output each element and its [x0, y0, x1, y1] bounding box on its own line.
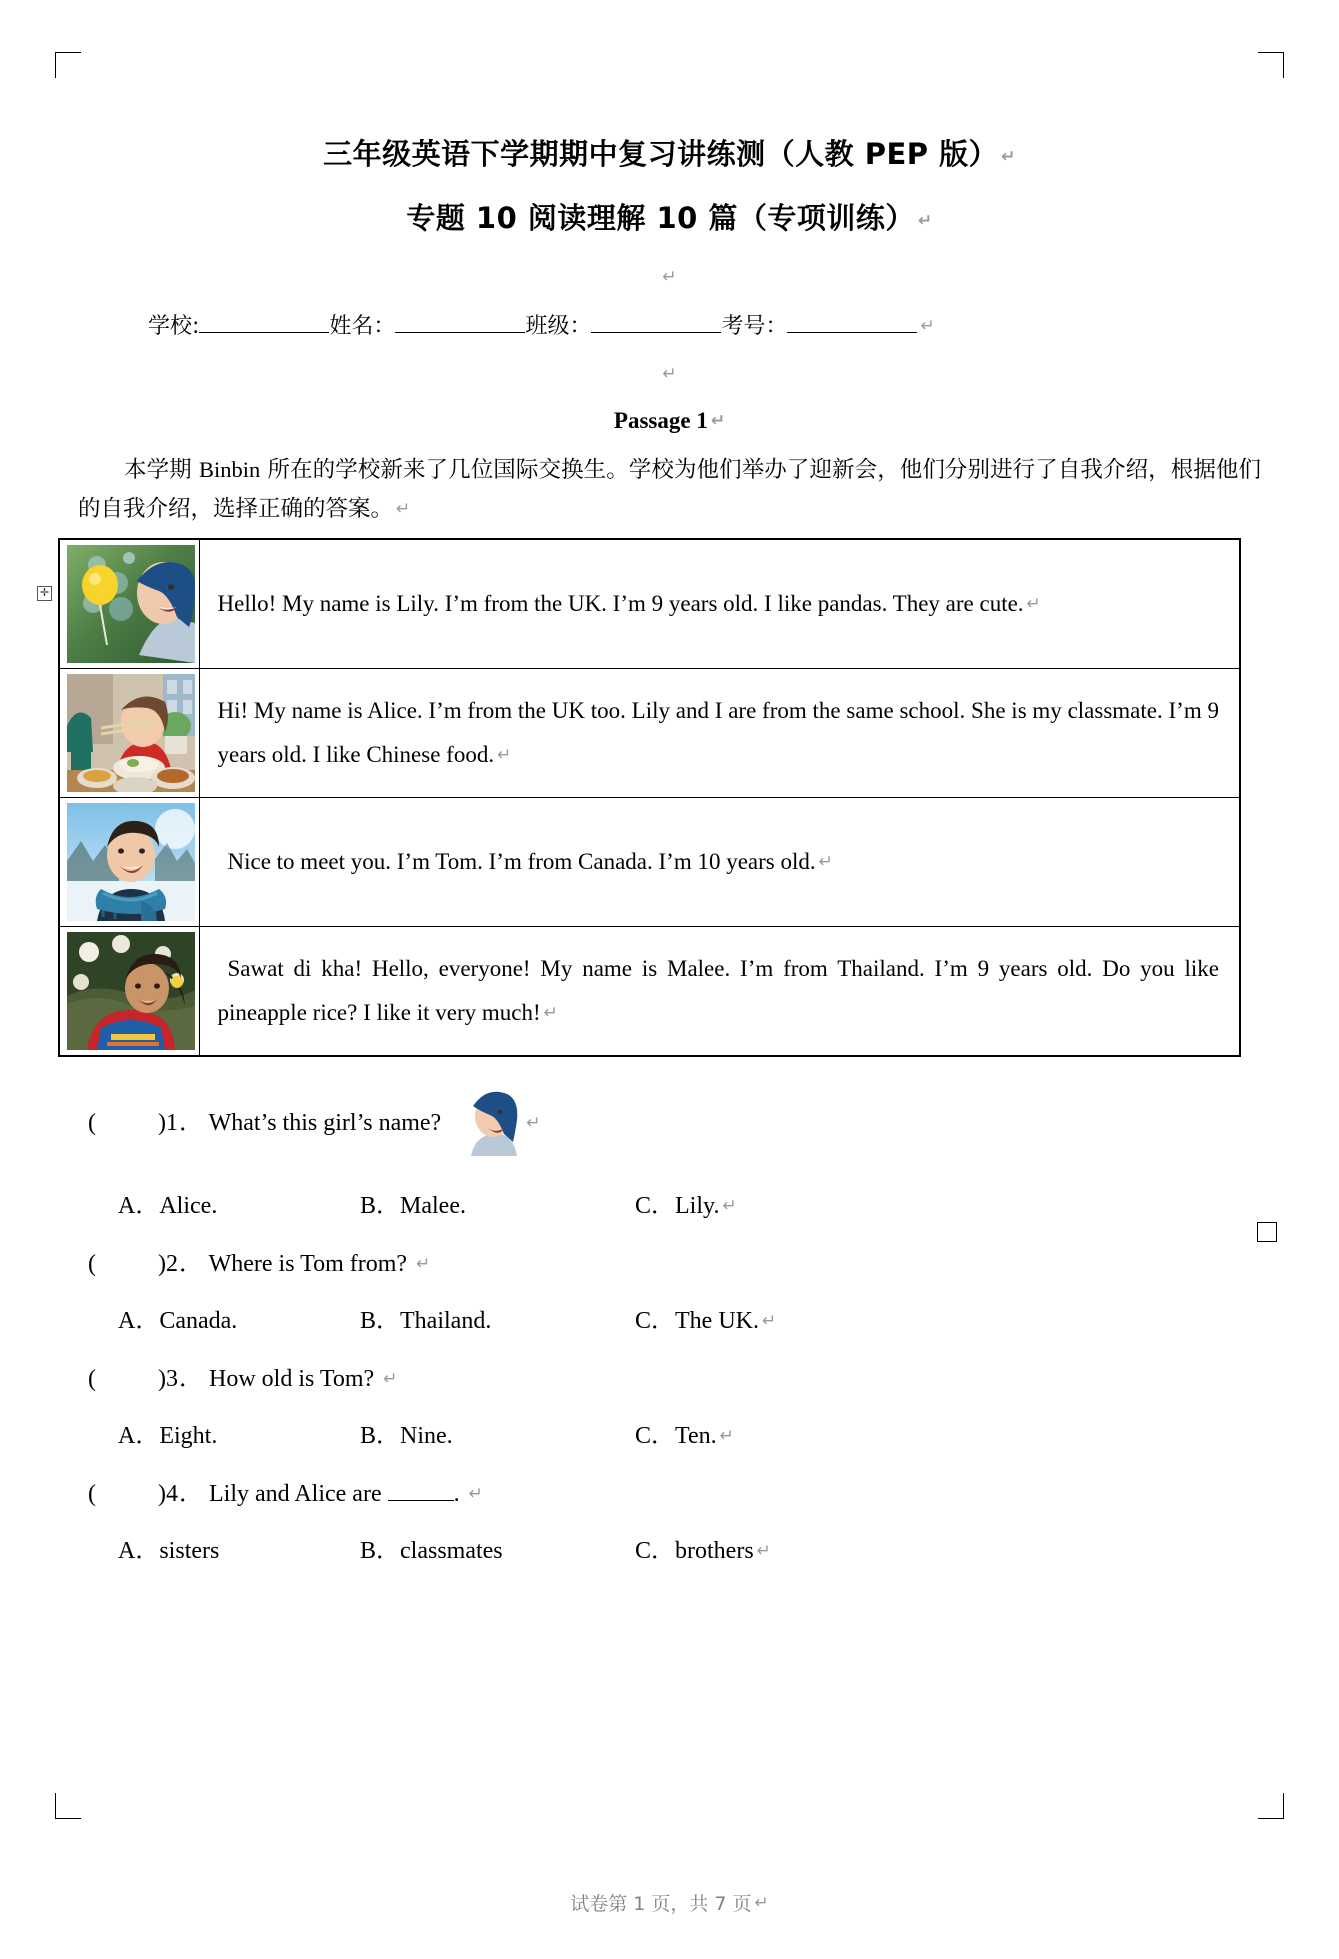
question-4-options — [78, 1530, 1261, 1565]
option-text: Lily. — [675, 1193, 720, 1220]
pilcrow-icon: ↵ — [719, 1426, 734, 1447]
introductions-table — [58, 538, 1241, 1057]
pilcrow-icon: ↵ — [722, 1196, 737, 1217]
pilcrow-icon: ↵ — [662, 267, 677, 287]
option-text: Eight. — [159, 1423, 218, 1450]
option-separator: ． — [651, 1423, 676, 1450]
pilcrow-icon: ↵ — [396, 498, 411, 519]
pilcrow-icon: ↵ — [754, 1893, 769, 1913]
option-text: classmates — [400, 1538, 503, 1565]
option-letter: A — [118, 1308, 136, 1335]
option-letter: C — [635, 1308, 652, 1335]
answer-bracket-close[interactable]: ) — [158, 1481, 166, 1508]
pilcrow-icon: ↵ — [383, 1369, 398, 1390]
question1-girl-thumbnail — [461, 1080, 523, 1163]
option-separator: ． — [376, 1193, 401, 1220]
answer-bracket-open[interactable]: ( — [88, 1366, 96, 1393]
option-text: Thailand. — [400, 1308, 492, 1335]
answer-bracket-close[interactable]: ) — [158, 1366, 166, 1393]
table-move-handle-icon[interactable]: ✛ — [37, 586, 52, 601]
pilcrow-icon: ↵ — [1001, 147, 1016, 167]
option-b[interactable] — [360, 1415, 635, 1450]
question-2-options — [78, 1300, 1261, 1335]
option-a[interactable] — [118, 1185, 360, 1220]
document-title-line2 — [78, 196, 1261, 237]
document-title-line1-text: 三年级英语下学期期中复习讲练测（人教 PEP 版） — [323, 137, 999, 171]
school-label: 学校: — [148, 314, 200, 339]
passage-label — [78, 408, 1261, 434]
question-fill-blank[interactable] — [388, 1481, 454, 1501]
question-1 — [78, 1080, 1261, 1163]
pilcrow-icon: ↵ — [1026, 593, 1041, 614]
exam-no-label: 考号： — [721, 314, 788, 339]
option-separator: ． — [135, 1308, 160, 1335]
pilcrow-icon: ↵ — [468, 1484, 483, 1505]
option-text: sisters — [159, 1538, 220, 1565]
option-a[interactable] — [118, 1530, 360, 1565]
pilcrow-icon: ↵ — [818, 851, 833, 872]
option-letter: A — [118, 1538, 136, 1565]
option-letter: C — [635, 1193, 652, 1220]
option-text: The UK. — [675, 1308, 759, 1335]
option-letter: A — [118, 1423, 136, 1450]
document-title-line2-text: 专题 10 阅读理解 10 篇（专项训练） — [406, 201, 915, 235]
option-c[interactable] — [635, 1185, 719, 1220]
table-row — [59, 539, 1240, 669]
option-separator: ． — [376, 1423, 401, 1450]
question-number: 1 — [166, 1110, 179, 1137]
question-stem-after-blank: . — [453, 1481, 460, 1508]
table-cell-text — [199, 539, 1240, 669]
name-blank-field[interactable] — [395, 314, 525, 333]
question-3 — [78, 1358, 1261, 1393]
question-number-separator: ． — [179, 1366, 203, 1393]
pilcrow-icon: ↵ — [543, 1003, 558, 1024]
answer-bracket-open[interactable]: ( — [88, 1481, 96, 1508]
introduction-text: Hi! My name is Alice. I’m from the UK too. Lily and I are from the same school. She is my classmate. I’m 9 years old. I like Chinese food. — [217, 697, 1219, 768]
question-1-options — [78, 1185, 1261, 1220]
question-number-separator: ． — [179, 1251, 203, 1278]
option-letter: B — [360, 1193, 377, 1220]
answer-bracket-open[interactable]: ( — [88, 1110, 96, 1137]
option-a[interactable] — [118, 1415, 360, 1450]
question-number: 2 — [166, 1251, 179, 1278]
pilcrow-icon: ↵ — [497, 745, 512, 766]
table-cell-text — [199, 798, 1240, 927]
option-separator: ． — [651, 1538, 676, 1565]
option-b[interactable] — [360, 1300, 635, 1335]
table-cell-text — [199, 669, 1240, 798]
question-stem: What’s this girl’s name? — [208, 1110, 442, 1137]
introduction-text: Nice to meet you. I’m Tom. I’m from Canada. I’m 10 years old. — [227, 848, 816, 874]
table-cell-text — [199, 927, 1240, 1057]
option-separator: ． — [135, 1538, 160, 1565]
answer-bracket-open[interactable]: ( — [88, 1251, 96, 1278]
intro-text-part1: 本学期 — [124, 457, 199, 483]
option-letter: A — [118, 1193, 136, 1220]
option-separator: ． — [376, 1308, 401, 1335]
option-separator: ． — [651, 1308, 676, 1335]
option-text: Nine. — [400, 1423, 453, 1450]
exam-no-blank-field[interactable] — [787, 314, 917, 333]
table-cell-photo — [59, 927, 199, 1057]
option-text: Ten. — [675, 1423, 717, 1450]
intro-student-name: Binbin — [198, 457, 261, 482]
option-text: brothers — [675, 1538, 754, 1565]
thai-girl-in-traditional-dress-photo — [67, 932, 195, 1050]
option-text: Canada. — [159, 1308, 238, 1335]
student-info-line — [78, 309, 1261, 340]
question-4 — [78, 1473, 1261, 1508]
document-title-line1 — [78, 132, 1261, 173]
question-stem: Where is Tom from? — [208, 1251, 408, 1278]
pilcrow-icon: ↵ — [662, 364, 677, 384]
question-stem-before-blank: Lily and Alice are — [209, 1481, 382, 1508]
option-text: Alice. — [159, 1193, 218, 1220]
option-separator: ． — [135, 1423, 160, 1450]
question-2 — [78, 1243, 1261, 1278]
introduction-text: Hello! My name is Lily. I’m from the UK. I’m 9 years old. I like pandas. They are cute. — [217, 590, 1024, 616]
page-footer-text: 试卷第 1 页，共 7 页 — [570, 1893, 752, 1915]
answer-bracket-close[interactable]: ) — [158, 1110, 166, 1137]
boy-with-blue-scarf-photo — [67, 803, 195, 921]
option-letter: B — [360, 1538, 377, 1565]
table-cell-photo — [59, 798, 199, 927]
question-number-separator: ． — [179, 1481, 203, 1508]
option-letter: C — [635, 1538, 652, 1565]
question-number-separator: ． — [179, 1110, 203, 1137]
girl-with-yellow-balloon-photo — [67, 545, 195, 663]
introduction-text: Sawat di kha! Hello, everyone! My name is Malee. I’m from Thailand. I’m 9 years old. Do you like pineapple rice? I like it very much! — [217, 955, 1219, 1026]
passage-intro-paragraph — [78, 451, 1261, 528]
option-letter: C — [635, 1423, 652, 1450]
question-3-options — [78, 1415, 1261, 1450]
option-c[interactable] — [635, 1300, 759, 1335]
option-a[interactable] — [118, 1300, 360, 1335]
pilcrow-icon: ↵ — [917, 211, 933, 231]
class-blank-field[interactable] — [591, 314, 721, 333]
option-letter: B — [360, 1423, 377, 1450]
option-c[interactable] — [635, 1415, 717, 1450]
option-b[interactable] — [360, 1185, 635, 1220]
question-number: 3 — [166, 1366, 179, 1393]
pilcrow-icon: ↵ — [756, 1541, 771, 1562]
option-b[interactable] — [360, 1530, 635, 1565]
option-c[interactable] — [635, 1530, 754, 1565]
option-separator: ． — [135, 1193, 160, 1220]
class-label: 班级： — [525, 314, 592, 339]
pilcrow-icon: ↵ — [920, 316, 935, 336]
pilcrow-icon: ↵ — [526, 1113, 541, 1134]
pilcrow-icon: ↵ — [416, 1254, 431, 1275]
table-cell-photo — [59, 669, 199, 798]
question-number: 4 — [166, 1481, 179, 1508]
page-footer — [0, 1889, 1339, 1916]
blank-paragraph — [78, 364, 1261, 384]
option-text: Malee. — [400, 1193, 466, 1220]
school-blank-field[interactable] — [199, 314, 329, 333]
table-row — [59, 669, 1240, 798]
option-letter: B — [360, 1308, 377, 1335]
option-separator: ． — [651, 1193, 676, 1220]
blank-paragraph — [78, 267, 1261, 287]
answer-bracket-close[interactable]: ) — [158, 1251, 166, 1278]
questions-block — [78, 1080, 1261, 1565]
name-label: 姓名： — [329, 314, 396, 339]
girl-eating-chinese-food-photo — [67, 674, 195, 792]
pilcrow-icon: ↵ — [710, 411, 726, 431]
table-row — [59, 798, 1240, 927]
intro-text-part2: 所在的学校新来了几位国际交换生。学校为他们举办了迎新会，他们分别进行了自我介绍，根据他们的自我介绍，选择正确的答案。 — [78, 457, 1261, 522]
table-cell-photo — [59, 539, 199, 669]
table-row — [59, 927, 1240, 1057]
pilcrow-icon: ↵ — [762, 1311, 777, 1332]
question-stem: How old is Tom? — [209, 1366, 375, 1393]
option-separator: ． — [376, 1538, 401, 1565]
passage-label-text: Passage 1 — [613, 408, 708, 433]
